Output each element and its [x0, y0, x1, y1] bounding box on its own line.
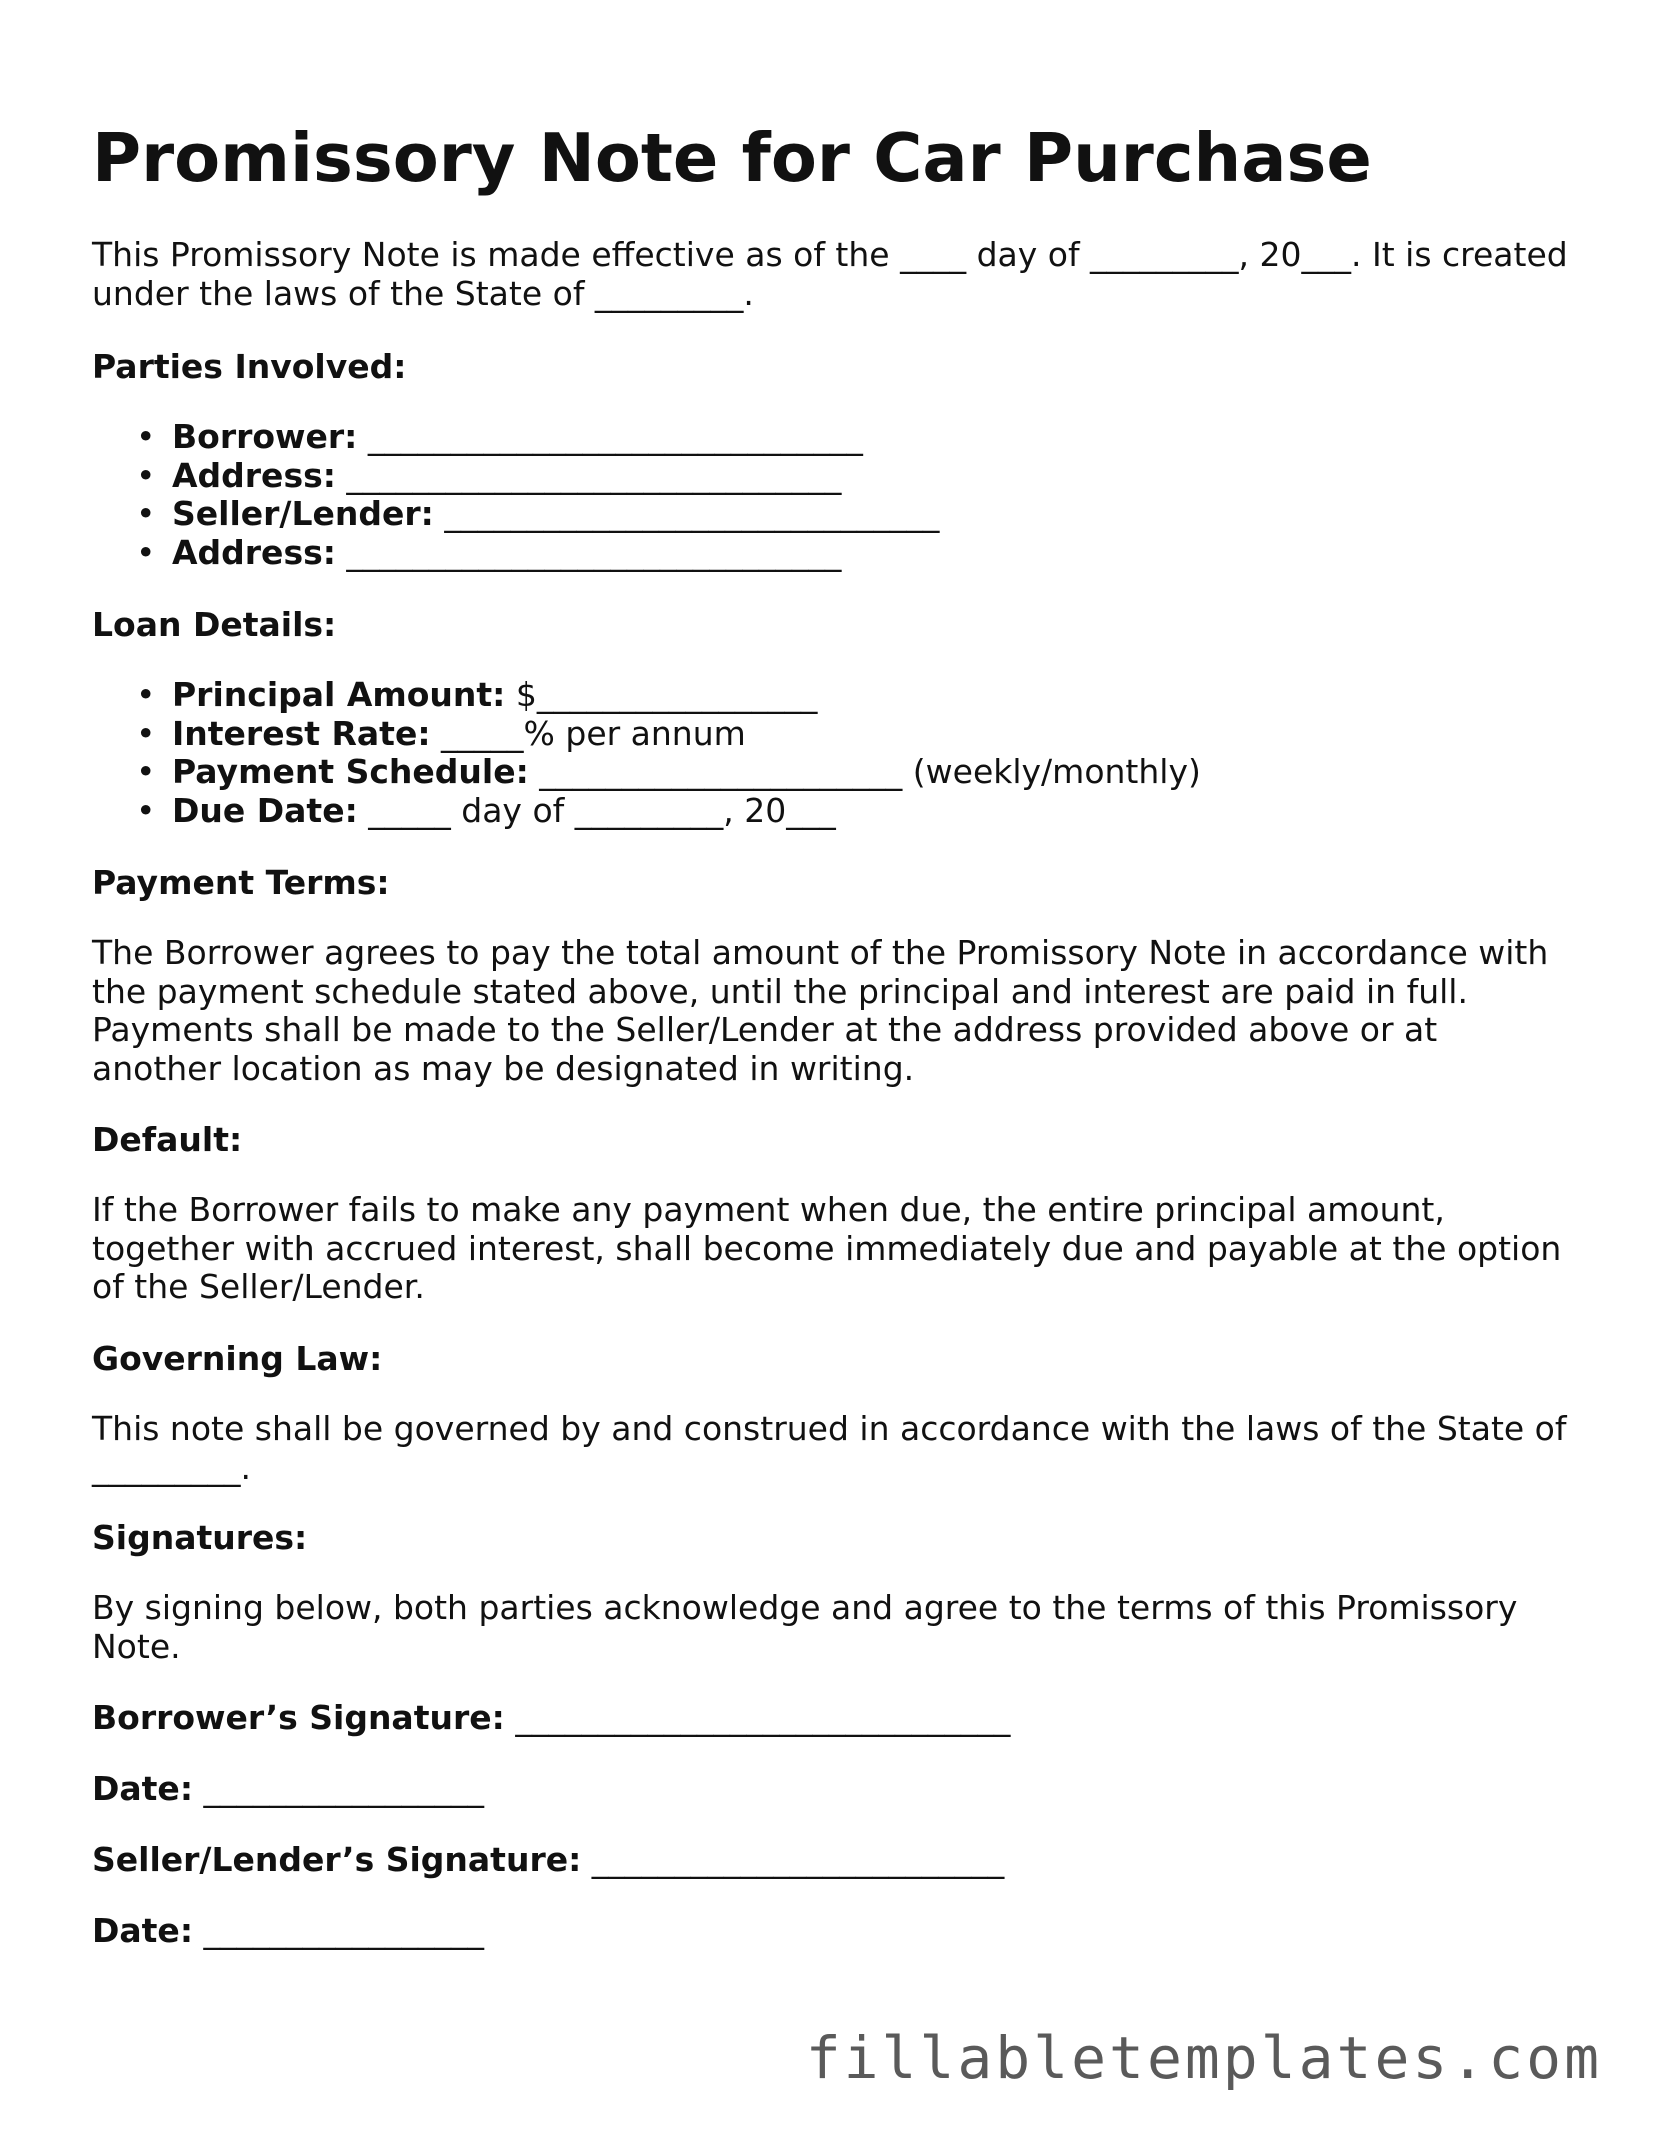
loan-list [92, 676, 1201, 830]
seller-label: Seller/Lender: [172, 494, 434, 533]
signatures-paragraph: By signing below, both parties acknowledge and agree to the terms of this Promissory Note. [92, 1588, 1518, 1666]
seller-signature-field[interactable]: _________________________ [581, 1840, 1005, 1879]
document-title: Promissory Note for Car Purchase [92, 119, 1372, 197]
borrower-signature-field[interactable]: ______________________________ [504, 1698, 1011, 1737]
signatures-heading: Signatures: [92, 1518, 308, 1557]
borrower-date-field[interactable]: _________________ [193, 1769, 485, 1808]
seller-address-field[interactable]: ______________________________ [335, 532, 842, 572]
list-item [92, 792, 1201, 831]
seller-signature-line [92, 1841, 1004, 1880]
borrower-date-line [92, 1770, 484, 1809]
due-date-label: Due Date: [172, 790, 358, 830]
watermark: fillabletemplates.com [805, 2024, 1602, 2092]
borrower-signature-line [92, 1699, 1010, 1738]
borrower-address-field[interactable]: ______________________________ [335, 455, 842, 495]
parties-list [92, 418, 939, 572]
principal-field[interactable]: $_________________ [505, 675, 818, 714]
borrower-field[interactable]: ______________________________ [357, 417, 863, 456]
list-item [92, 418, 939, 457]
borrower-date-label: Date: [92, 1769, 194, 1808]
list-item [92, 753, 1201, 792]
governing-law-heading: Governing Law: [92, 1339, 383, 1378]
due-date-field[interactable]: _____ day of _________, 20___ [357, 790, 836, 830]
seller-date-field[interactable]: _________________ [193, 1911, 485, 1950]
payment-schedule-label: Payment Schedule: [172, 752, 529, 791]
seller-date-label: Date: [92, 1911, 194, 1950]
payment-terms-heading: Payment Terms: [92, 863, 390, 902]
payment-schedule-field[interactable]: ______________________ (weekly/monthly) [528, 752, 1201, 791]
borrower-signature-label: Borrower’s Signature: [92, 1698, 505, 1737]
list-item [92, 676, 1201, 715]
borrower-address-label: Address: [172, 455, 336, 495]
default-heading: Default: [92, 1120, 243, 1159]
list-item [92, 715, 1201, 754]
payment-terms-paragraph: The Borrower agrees to pay the total amount of the Promissory Note in accordance with the payment schedule stated above, until the principal and interest are paid in full. Payments shall be made to the Seller/Lender at the address provided above or at another location as may be designated in writing. [92, 933, 1549, 1088]
loan-heading: Loan Details: [92, 605, 337, 644]
seller-address-label: Address: [172, 532, 336, 572]
interest-rate-label: Interest Rate: [172, 713, 431, 753]
seller-date-line [92, 1912, 484, 1951]
parties-heading: Parties Involved: [92, 347, 407, 386]
borrower-label: Borrower: [172, 417, 358, 456]
governing-law-paragraph: This note shall be governed by and construed in accordance with the laws of the State of _________. [92, 1409, 1567, 1487]
list-item [92, 457, 939, 496]
interest-rate-field[interactable]: _____% per annum [430, 713, 746, 753]
seller-field[interactable]: ______________________________ [433, 494, 940, 533]
principal-label: Principal Amount: [172, 675, 506, 714]
seller-signature-label: Seller/Lender’s Signature: [92, 1840, 582, 1879]
list-item [92, 495, 939, 534]
intro-paragraph: This Promissory Note is made effective as of the ____ day of _________, 20___. It is created under the laws of the State of _________. [92, 235, 1568, 313]
list-item [92, 534, 939, 573]
default-paragraph: If the Borrower fails to make any payment when due, the entire principal amount, together with accrued interest, shall become immediately due and payable at the option of the Seller/Lender. [92, 1190, 1562, 1306]
